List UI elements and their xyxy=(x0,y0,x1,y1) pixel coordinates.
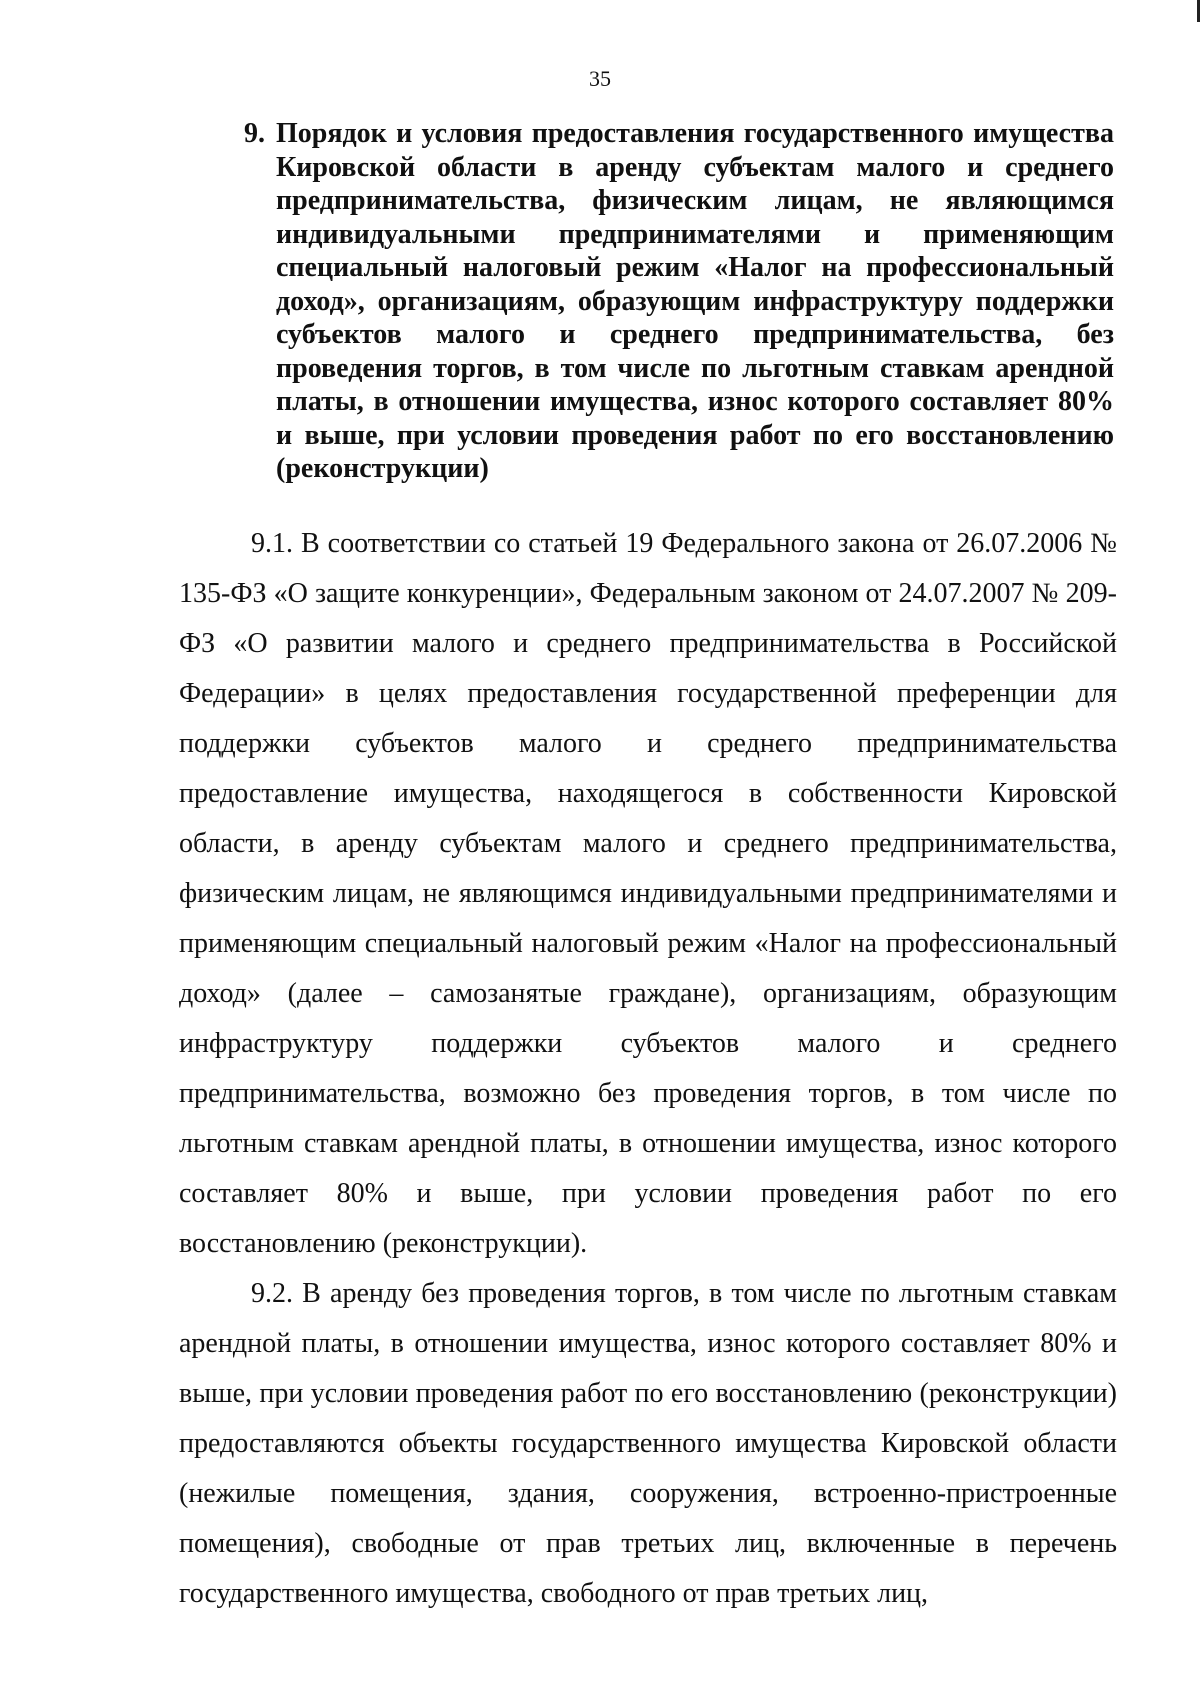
section-title: Порядок и условия предоставления государственного имущества Кировской области в аренду субъектам малого и среднего предпринимательства, физическим лицам, не являющимся индивидуальными предпринимателями и применяющим специальный налоговый режим «Налог на профессиональный доход», организациям, образующим инфраструктуру поддержки субъектов малого и среднего предпринимательства, без проведения торгов, в том числе по льготным ставкам арендной платы, в отношении имущества, износ которого составляет 80% и выше, при условии проведения работ по его восстановлению (реконструкции) xyxy=(276,118,1114,484)
paragraph-9-2: 9.2. В аренду без проведения торгов, в том числе по льготным ставкам арендной платы, в отношении имущества, износ которого составляет 80% и выше, при условии проведения работ по его восстановлению (реконструкции) предоставляются объекты государственного имущества Кировской области (нежилые помещения, здания, сооружения, встроенно-пристроенные помещения), свободные от прав третьих лиц, включенные в перечень государственного имущества, свободного от прав третьих лиц, xyxy=(179,1278,1117,1609)
section-heading xyxy=(244,117,1114,486)
paragraph-9-1: 9.1. В соответствии со статьей 19 Федерального закона от 26.07.2006 № 135-ФЗ «О защите конкуренции», Федеральным законом от 24.07.2007 № 209-ФЗ «О развитии малого и среднего предпринимательства в Российской Федерации» в целях предоставления государственной преференции для поддержки субъектов малого и среднего предпринимательства предоставление имущества, находящегося в собственности Кировской области, в аренду субъектам малого и среднего предпринимательства, физическим лицам, не являющимся индивидуальными предпринимателями и применяющим специальный налоговый режим «Налог на профессиональный доход» (далее – самозанятые граждане), организациям, образующим инфраструктуру поддержки субъектов малого и среднего предпринимательства, возможно без проведения торгов, в том числе по льготным ставкам арендной платы, в отношении имущества, износ которого составляет 80% и выше, при условии проведения работ по его восстановлению (реконструкции). xyxy=(179,528,1117,1259)
section-number: 9. xyxy=(244,118,265,149)
body-text xyxy=(179,519,1117,1619)
page-number: 35 xyxy=(589,66,611,91)
